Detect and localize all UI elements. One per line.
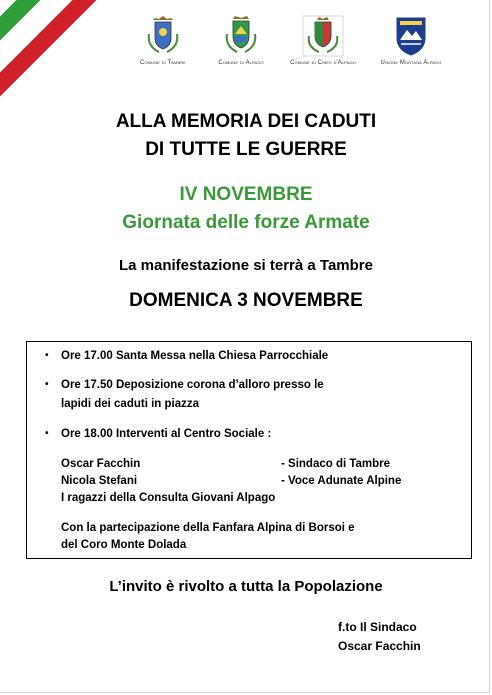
logo-row xyxy=(118,14,468,84)
logo-tambre xyxy=(118,14,208,66)
participation-text: del Coro Monte Dolada xyxy=(61,539,187,551)
bullet-icon: • xyxy=(45,428,49,439)
logo-caption: Comune di Alpago xyxy=(218,60,264,66)
speaker-name: Nicola Stefani xyxy=(61,475,138,487)
program-item-text: Ore 18.00 Interventi al Centro Sociale : xyxy=(61,428,272,440)
coat-of-arms-chies-icon xyxy=(301,14,345,58)
coat-of-arms-alpago-icon xyxy=(221,14,261,58)
title-line-1: ALLA MEMORIA DEI CADUTI xyxy=(115,111,377,132)
logo-chies xyxy=(278,14,368,66)
subtitle-line-1: IV NOVEMBRE xyxy=(179,184,313,205)
program-box xyxy=(26,341,472,559)
speaker-role: - Voce Adunate Alpine xyxy=(281,475,402,487)
logo-caption: Unione Montana Alpago xyxy=(380,60,442,66)
title-line-2: DI TUTTE LE GUERRE xyxy=(145,139,347,160)
location-line: La manifestazione si terrà a Tambre xyxy=(119,257,373,274)
event-date: DOMENICA 3 NOVEMBRE xyxy=(129,290,363,311)
coat-of-arms-tambre-icon xyxy=(143,14,183,58)
speaker-role: - Sindaco di Tambre xyxy=(281,458,391,470)
bullet-icon: • xyxy=(45,350,49,361)
invitation-line: L’invito è rivolto a tutta la Popolazione xyxy=(109,578,383,595)
unione-montana-shield-icon xyxy=(391,14,431,58)
speaker-name: Oscar Facchin xyxy=(61,458,141,470)
logo-unione-montana xyxy=(366,14,456,66)
speaker-name: I ragazzi della Consulta Giovani Alpago xyxy=(61,492,276,504)
program-item-text: Ore 17.00 Santa Messa nella Chiesa Parrocchiale xyxy=(61,350,329,362)
subtitle-line-2: Giornata delle forze Armate xyxy=(122,212,370,233)
signature-name: Oscar Facchin xyxy=(338,639,421,653)
event-subtitle xyxy=(0,181,490,237)
logo-caption: Comune di Chies d'Alpago xyxy=(290,60,356,66)
logo-caption: Comune di Tambre xyxy=(140,60,186,66)
bullet-icon: • xyxy=(45,379,49,390)
memorial-title xyxy=(0,108,490,164)
program-item-continuation: lapidi dei caduti in piazza xyxy=(61,398,200,410)
program-item-text: Ore 17.50 Deposizione corona d’alloro presso le xyxy=(61,379,324,391)
signature-label: f.to Il Sindaco xyxy=(338,620,417,634)
participation-text: Con la partecipazione della Fanfara Alpina di Borsoi e xyxy=(61,522,355,534)
logo-alpago xyxy=(196,14,286,66)
